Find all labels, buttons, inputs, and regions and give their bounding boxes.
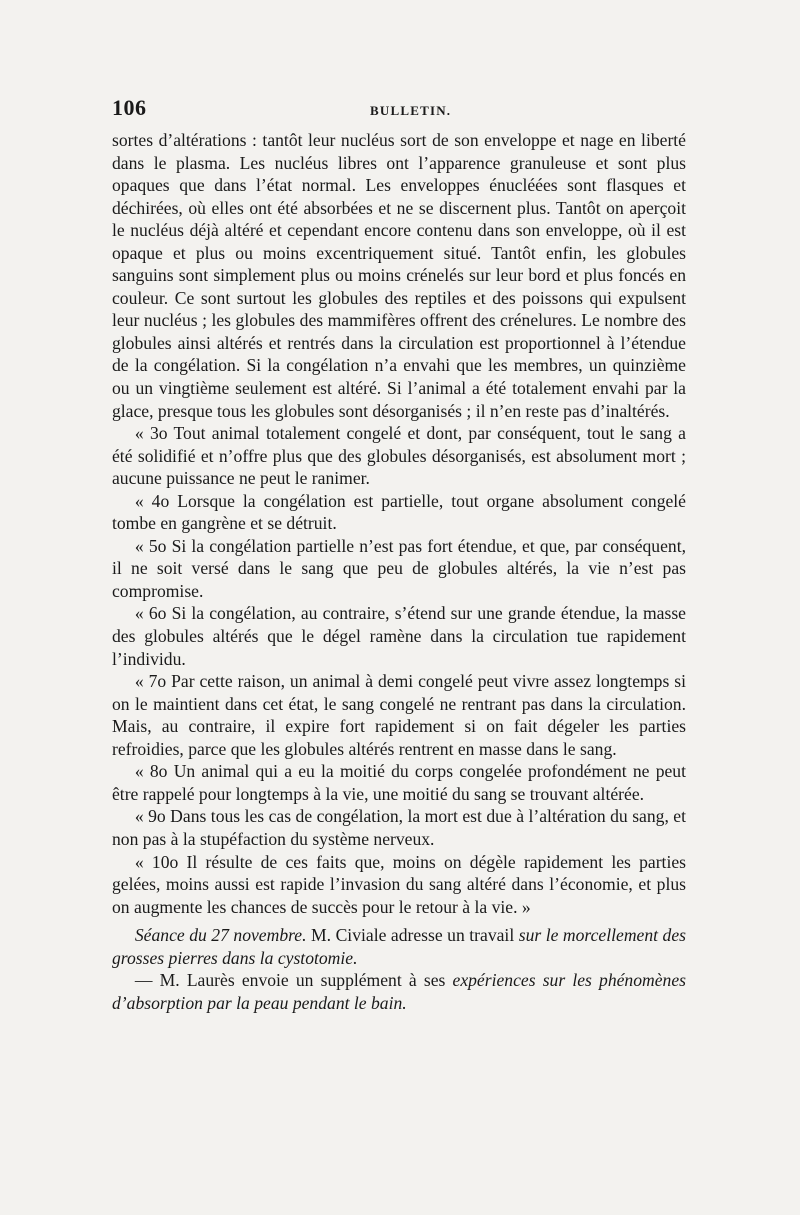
- body-text: [112, 129, 686, 1014]
- page: [112, 95, 686, 1014]
- running-head: BULLETIN.: [370, 103, 452, 118]
- paragraph-point-3: « 3o Tout animal totalement congelé et dont, par conséquent, tout le sang a été solidifié et n’offre plus que des globules désorganisés, est absolument mort ; aucune puissance ne peut le ranimer.: [112, 423, 686, 489]
- paragraph-point-5: « 5o Si la congélation partielle n’est pas fort étendue, et que, par conséquent, il ne soit versé dans le sang que peu de globules altérés, la vie n’est pas compromise.: [112, 535, 686, 601]
- seance-paragraph-laures: [112, 969, 686, 1014]
- paragraph-point-9: « 9o Dans tous les cas de congélation, la mort est due à l’altération du sang, et non pas à la stupéfaction du système nerveux.: [112, 806, 686, 849]
- page-number: 106: [112, 95, 147, 120]
- paragraph-point-6: « 6o Si la congélation, au contraire, s’étend sur une grande étendue, la masse des globules altérés que le dégel ramène dans la circulation tue rapidement l’individu.: [112, 603, 686, 669]
- paragraph-point-4: « 4o Lorsque la congélation est partielle, tout organe absolument congelé tombe en gangrène et se détruit.: [112, 490, 686, 534]
- seance-text-laures: — M. Laurès envoie un supplément à ses: [134, 970, 453, 991]
- seance-title-laures: expériences sur les phénomènes d’absorption par la peau pendant le bain.: [112, 970, 686, 1013]
- seance-text: M. Civiale adresse un travail: [306, 925, 519, 946]
- paragraph-continuation: sortes d’altérations : tantôt leur nucléus sort de son enveloppe et nage en liberté dans le plasma. Les nucléus libres ont l’apparence granuleuse et sont plus opaques que dans l’état normal. Les enveloppes énucléées sont flasques et déchirées, où elles ont été absorbées et ne se discernent plus. Tantôt on aperçoit le nucléus déjà altéré et cependant encore contenu dans son enveloppe, où il est opaque et plus ou moins excentriquement situé. Tantôt enfin, les globules sanguins sont simplement plus ou moins crénelés sur leur bord et plus foncés en couleur. Ce sont surtout les globules des reptiles et des poissons qui expulsent leur nucléus ; les globules des mammifères offrent des crénelures. Le nombre des globules ainsi altérés et rentrés dans la circulation est proportionnel à l’étendue de la congélation. Si la congélation n’a envahi que les membres, un quinzième ou un vingtième seulement est altéré. Si l’animal a été totalement envahi par la glace, presque tous les globules sont désorganisés ; il n’en reste pas d’inaltérés.: [112, 130, 686, 421]
- paragraph-point-10: « 10o Il résulte de ces faits que, moins on dégèle rapidement les parties gelées, moins aussi est rapide l’invasion du sang altéré dans l’économie, et plus on augmente les chances de succès pour le retour à la vie. »: [112, 851, 686, 917]
- seance-title-civiale: sur le morcellement des grosses pierres dans la cystotomie.: [112, 925, 686, 968]
- seance-paragraph: [112, 924, 686, 969]
- page-header: [112, 95, 686, 129]
- paragraph-point-7: « 7o Par cette raison, un animal à demi congelé peut vivre assez longtemps si on le maintient dans cet état, le sang congelé ne rentrant pas dans la circulation. Mais, au contraire, il expire fort rapidement si on fait dégeler les parties refroidies, parce que les globules altérés rentrent en masse dans le sang.: [112, 671, 686, 759]
- seance-date: Séance du 27 novembre.: [134, 925, 307, 946]
- paragraph-point-8: « 8o Un animal qui a eu la moitié du corps congelée profondément ne peut être rappelé pour longtemps à la vie, une moitié du sang se trouvant altérée.: [112, 761, 686, 804]
